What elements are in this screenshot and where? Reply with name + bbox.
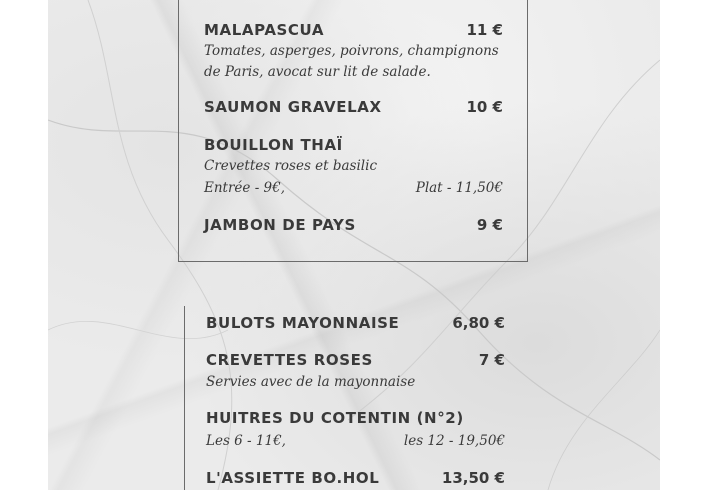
item-option-entree: Entrée - 9€, xyxy=(204,180,286,196)
item-option-les-6: Les 6 - 11€, xyxy=(206,433,286,449)
item-price-saumon-gravelax: 10 € xyxy=(466,98,503,116)
item-desc-bouillon-thai: Crevettes roses et basilic xyxy=(204,158,378,174)
item-price-crevettes-roses: 7 € xyxy=(478,351,505,369)
item-option-les-12: les 12 - 19,50€ xyxy=(403,433,505,449)
item-name-assiette-bohol: L'ASSIETTE BO.HOL xyxy=(206,469,380,487)
item-desc-crevettes-roses: Servies avec de la mayonnaise xyxy=(206,374,416,390)
item-option-plat: Plat - 11,50€ xyxy=(415,180,503,196)
item-name-bouillon-thai: BOUILLON THAÏ xyxy=(204,136,343,154)
item-name-bulots-mayonnaise: BULOTS MAYONNAISE xyxy=(206,314,400,332)
item-desc-malapascua-line2: de Paris, avocat sur lit de salade. xyxy=(204,64,431,80)
item-name-saumon-gravelax: SAUMON GRAVELAX xyxy=(204,98,382,116)
item-price-jambon-de-pays: 9 € xyxy=(476,216,503,234)
menu-page xyxy=(48,0,660,490)
item-name-crevettes-roses: CREVETTES ROSES xyxy=(206,351,373,369)
item-price-malapascua: 11 € xyxy=(466,21,503,39)
item-name-jambon-de-pays: JAMBON DE PAYS xyxy=(204,216,356,234)
item-price-bulots-mayonnaise: 6,80 € xyxy=(452,314,505,332)
item-price-assiette-bohol: 13,50 € xyxy=(441,469,505,487)
section-frame-2 xyxy=(184,306,186,490)
item-name-malapascua: MALAPASCUA xyxy=(204,21,325,39)
item-desc-malapascua-line1: Tomates, asperges, poivrons, champignons xyxy=(204,43,499,59)
item-name-huitres-du-cotentin: HUITRES DU COTENTIN (N°2) xyxy=(206,409,464,427)
